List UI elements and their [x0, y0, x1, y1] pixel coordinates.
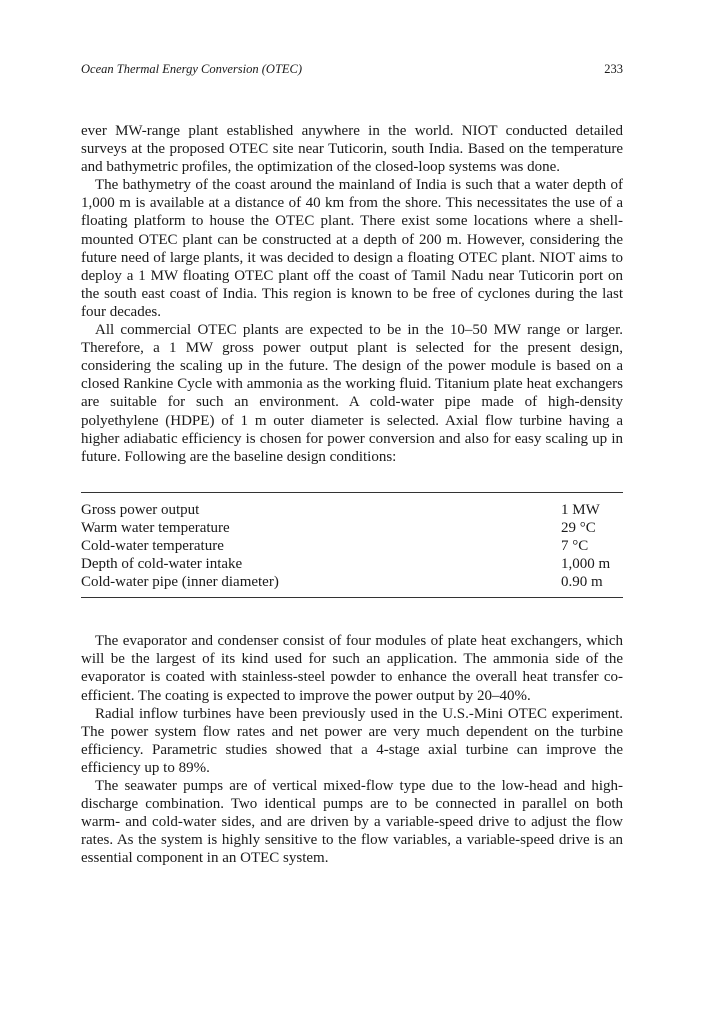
page-number: 233	[604, 62, 623, 76]
condition-value: 29 °C	[561, 519, 596, 536]
body-text-bottom	[81, 632, 623, 867]
condition-value: 1,000 m	[561, 556, 611, 573]
baseline-conditions-table	[81, 492, 623, 598]
paragraph: The seawater pumps are of vertical mixed-flow type due to the low-head and high-discharge combination. Two identical pumps are to be connected in parallel on both warm- and cold-water sides, and are driven by a variable-speed drive to adjust the flow rates. As the system is highly sensitive to the flow variables, a variable-speed drive is an essential component in an OTEC system.	[81, 778, 623, 867]
table-row	[81, 573, 623, 591]
page	[81, 62, 623, 867]
running-header	[81, 62, 623, 82]
condition-label: Depth of cold-water intake	[81, 556, 243, 573]
table-row	[81, 555, 623, 573]
body-text-top	[81, 122, 623, 466]
condition-value: 7 °C	[561, 537, 589, 554]
paragraph: All commercial OTEC plants are expected to be in the 10–50 MW range or larger. Therefore, a 1 MW gross power output plant is selected for the present design, considering the scaling up in the future. The design of the power module is based on a closed Rankine Cycle with ammonia as the working fluid. Titanium plate heat exchangers are suitable for such an environment. A cold-water pipe made of high-density polyethylene (HDPE) of 1 m outer diameter is selected. Axial flow turbine having a higher adiabatic efficiency is chosen for power conversion and also for easy scaling up in future. Following are the baseline design conditions:	[81, 322, 623, 465]
condition-label: Gross power output	[81, 501, 200, 518]
paragraph: The bathymetry of the coast around the mainland of India is such that a water depth of 1,000 m is available at a distance of 40 km from the shore. This necessitates the use of a floating platform to house the OTEC plant. There exist some locations where a shell-mounted OTEC plant can be constructed at a depth of 200 m. However, considering the future need of large plants, it was decided to design a floating OTEC plant. NIOT aims to deploy a 1 MW floating OTEC plant off the coast of Tamil Nadu near Tuticorin port on the south east coast of India. This region is known to be free of cyclones during the last four decades.	[81, 177, 623, 320]
table-row	[81, 537, 623, 555]
condition-label: Cold-water pipe (inner diameter)	[81, 574, 279, 591]
condition-label: Warm water temperature	[81, 519, 230, 536]
condition-label: Cold-water temperature	[81, 537, 224, 554]
table-row	[81, 519, 623, 537]
table-row	[81, 501, 623, 519]
condition-value: 0.90 m	[561, 574, 603, 591]
paragraph: Radial inflow turbines have been previously used in the U.S.-Mini OTEC experiment. The power system flow rates and net power are very much dependent on the turbine efficiency. Parametric studies showed that a 4-stage axial turbine can improve the efficiency up to 89%.	[81, 705, 623, 776]
condition-value: 1 MW	[561, 501, 600, 518]
running-title: Ocean Thermal Energy Conversion (OTEC)	[81, 62, 303, 76]
paragraph: The evaporator and condenser consist of four modules of plate heat exchangers, which will be the largest of its kind used for such an application. The ammonia side of the evaporator is coated with stainless-steel powder to enhance the overall heat transfer co-efficient. The coating is expected to improve the power output by 20–40%.	[81, 633, 623, 704]
paragraph: ever MW-range plant established anywhere in the world. NIOT conducted detailed surveys at the proposed OTEC site near Tuticorin, south India. Based on the temperature and bathymetric profiles, the optimization of the closed-loop systems was done.	[81, 123, 623, 176]
